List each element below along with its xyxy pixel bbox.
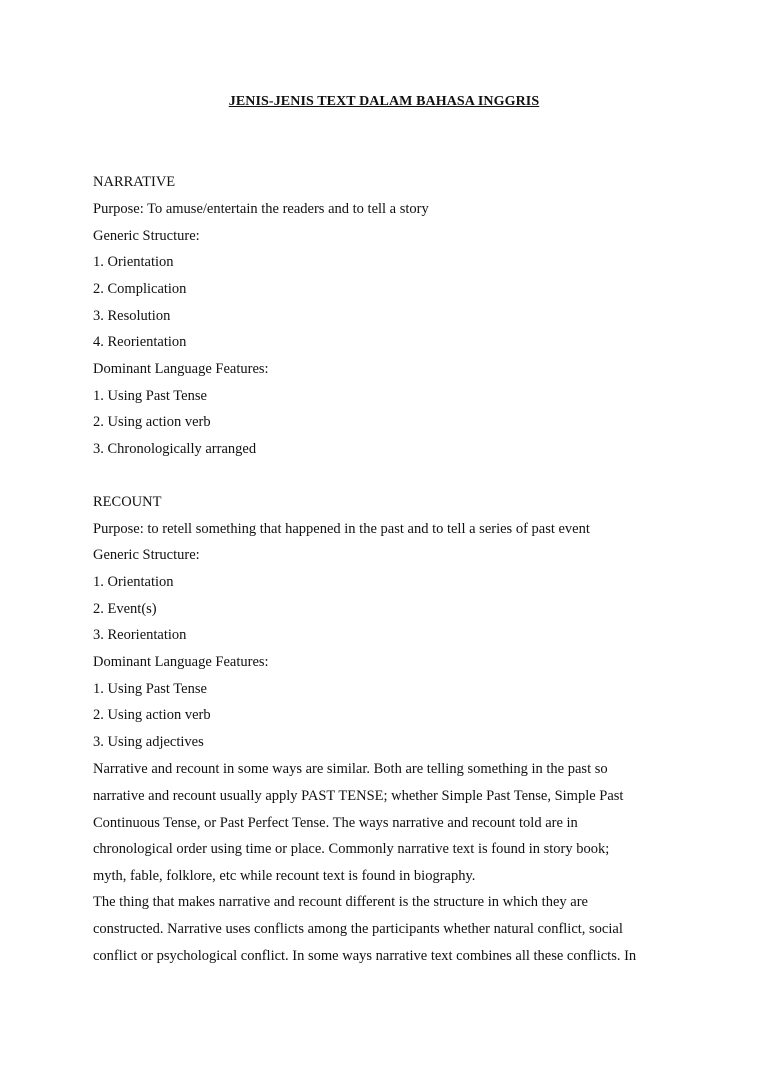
recount-heading: RECOUNT	[93, 494, 162, 510]
recount-generic-item: 3. Reorientation	[93, 627, 187, 643]
narrative-features-label: Dominant Language Features:	[93, 361, 269, 377]
recount-purpose: Purpose: to retell something that happened in the past and to tell a series of past event	[93, 521, 590, 537]
recount-feature-item: 1. Using Past Tense	[93, 681, 207, 697]
paragraph-line: Continuous Tense, or Past Perfect Tense. The ways narrative and recount told are in	[93, 815, 578, 831]
narrative-generic-item: 1. Orientation	[93, 254, 174, 270]
paragraph-line: The thing that makes narrative and recount different is the structure in which they are	[93, 894, 588, 910]
narrative-feature-item: 2. Using action verb	[93, 414, 211, 430]
paragraph-line: conflict or psychological conflict. In some ways narrative text combines all these conflicts. In	[93, 948, 637, 964]
recount-feature-item: 3. Using adjectives	[93, 734, 204, 750]
narrative-generic-item: 3. Resolution	[93, 308, 171, 324]
paragraph-line: Narrative and recount in some ways are similar. Both are telling something in the past so	[93, 761, 608, 777]
narrative-generic-structure-label: Generic Structure:	[93, 228, 200, 244]
paragraph-line: chronological order using time or place. Commonly narrative text is found in story book;	[93, 841, 610, 857]
recount-generic-structure-label: Generic Structure:	[93, 547, 200, 563]
narrative-generic-item: 2. Complication	[93, 281, 187, 297]
narrative-feature-item: 3. Chronologically arranged	[93, 441, 257, 457]
narrative-feature-item: 1. Using Past Tense	[93, 388, 207, 404]
recount-feature-item: 2. Using action verb	[93, 707, 211, 723]
narrative-heading: NARRATIVE	[93, 174, 176, 190]
recount-generic-item: 1. Orientation	[93, 574, 174, 590]
paragraph-line: myth, fable, folklore, etc while recount text is found in biography.	[93, 868, 476, 884]
recount-generic-item: 2. Event(s)	[93, 601, 157, 617]
narrative-generic-item: 4. Reorientation	[93, 334, 187, 350]
paragraph-line: constructed. Narrative uses conflicts among the participants whether natural conflict, social	[93, 921, 623, 937]
paragraph-line: narrative and recount usually apply PAST TENSE; whether Simple Past Tense, Simple Past	[93, 788, 624, 804]
recount-features-label: Dominant Language Features:	[93, 654, 269, 670]
document-title: JENIS-JENIS TEXT DALAM BAHASA INGGRIS	[228, 94, 540, 109]
narrative-purpose: Purpose: To amuse/entertain the readers and to tell a story	[93, 201, 429, 217]
